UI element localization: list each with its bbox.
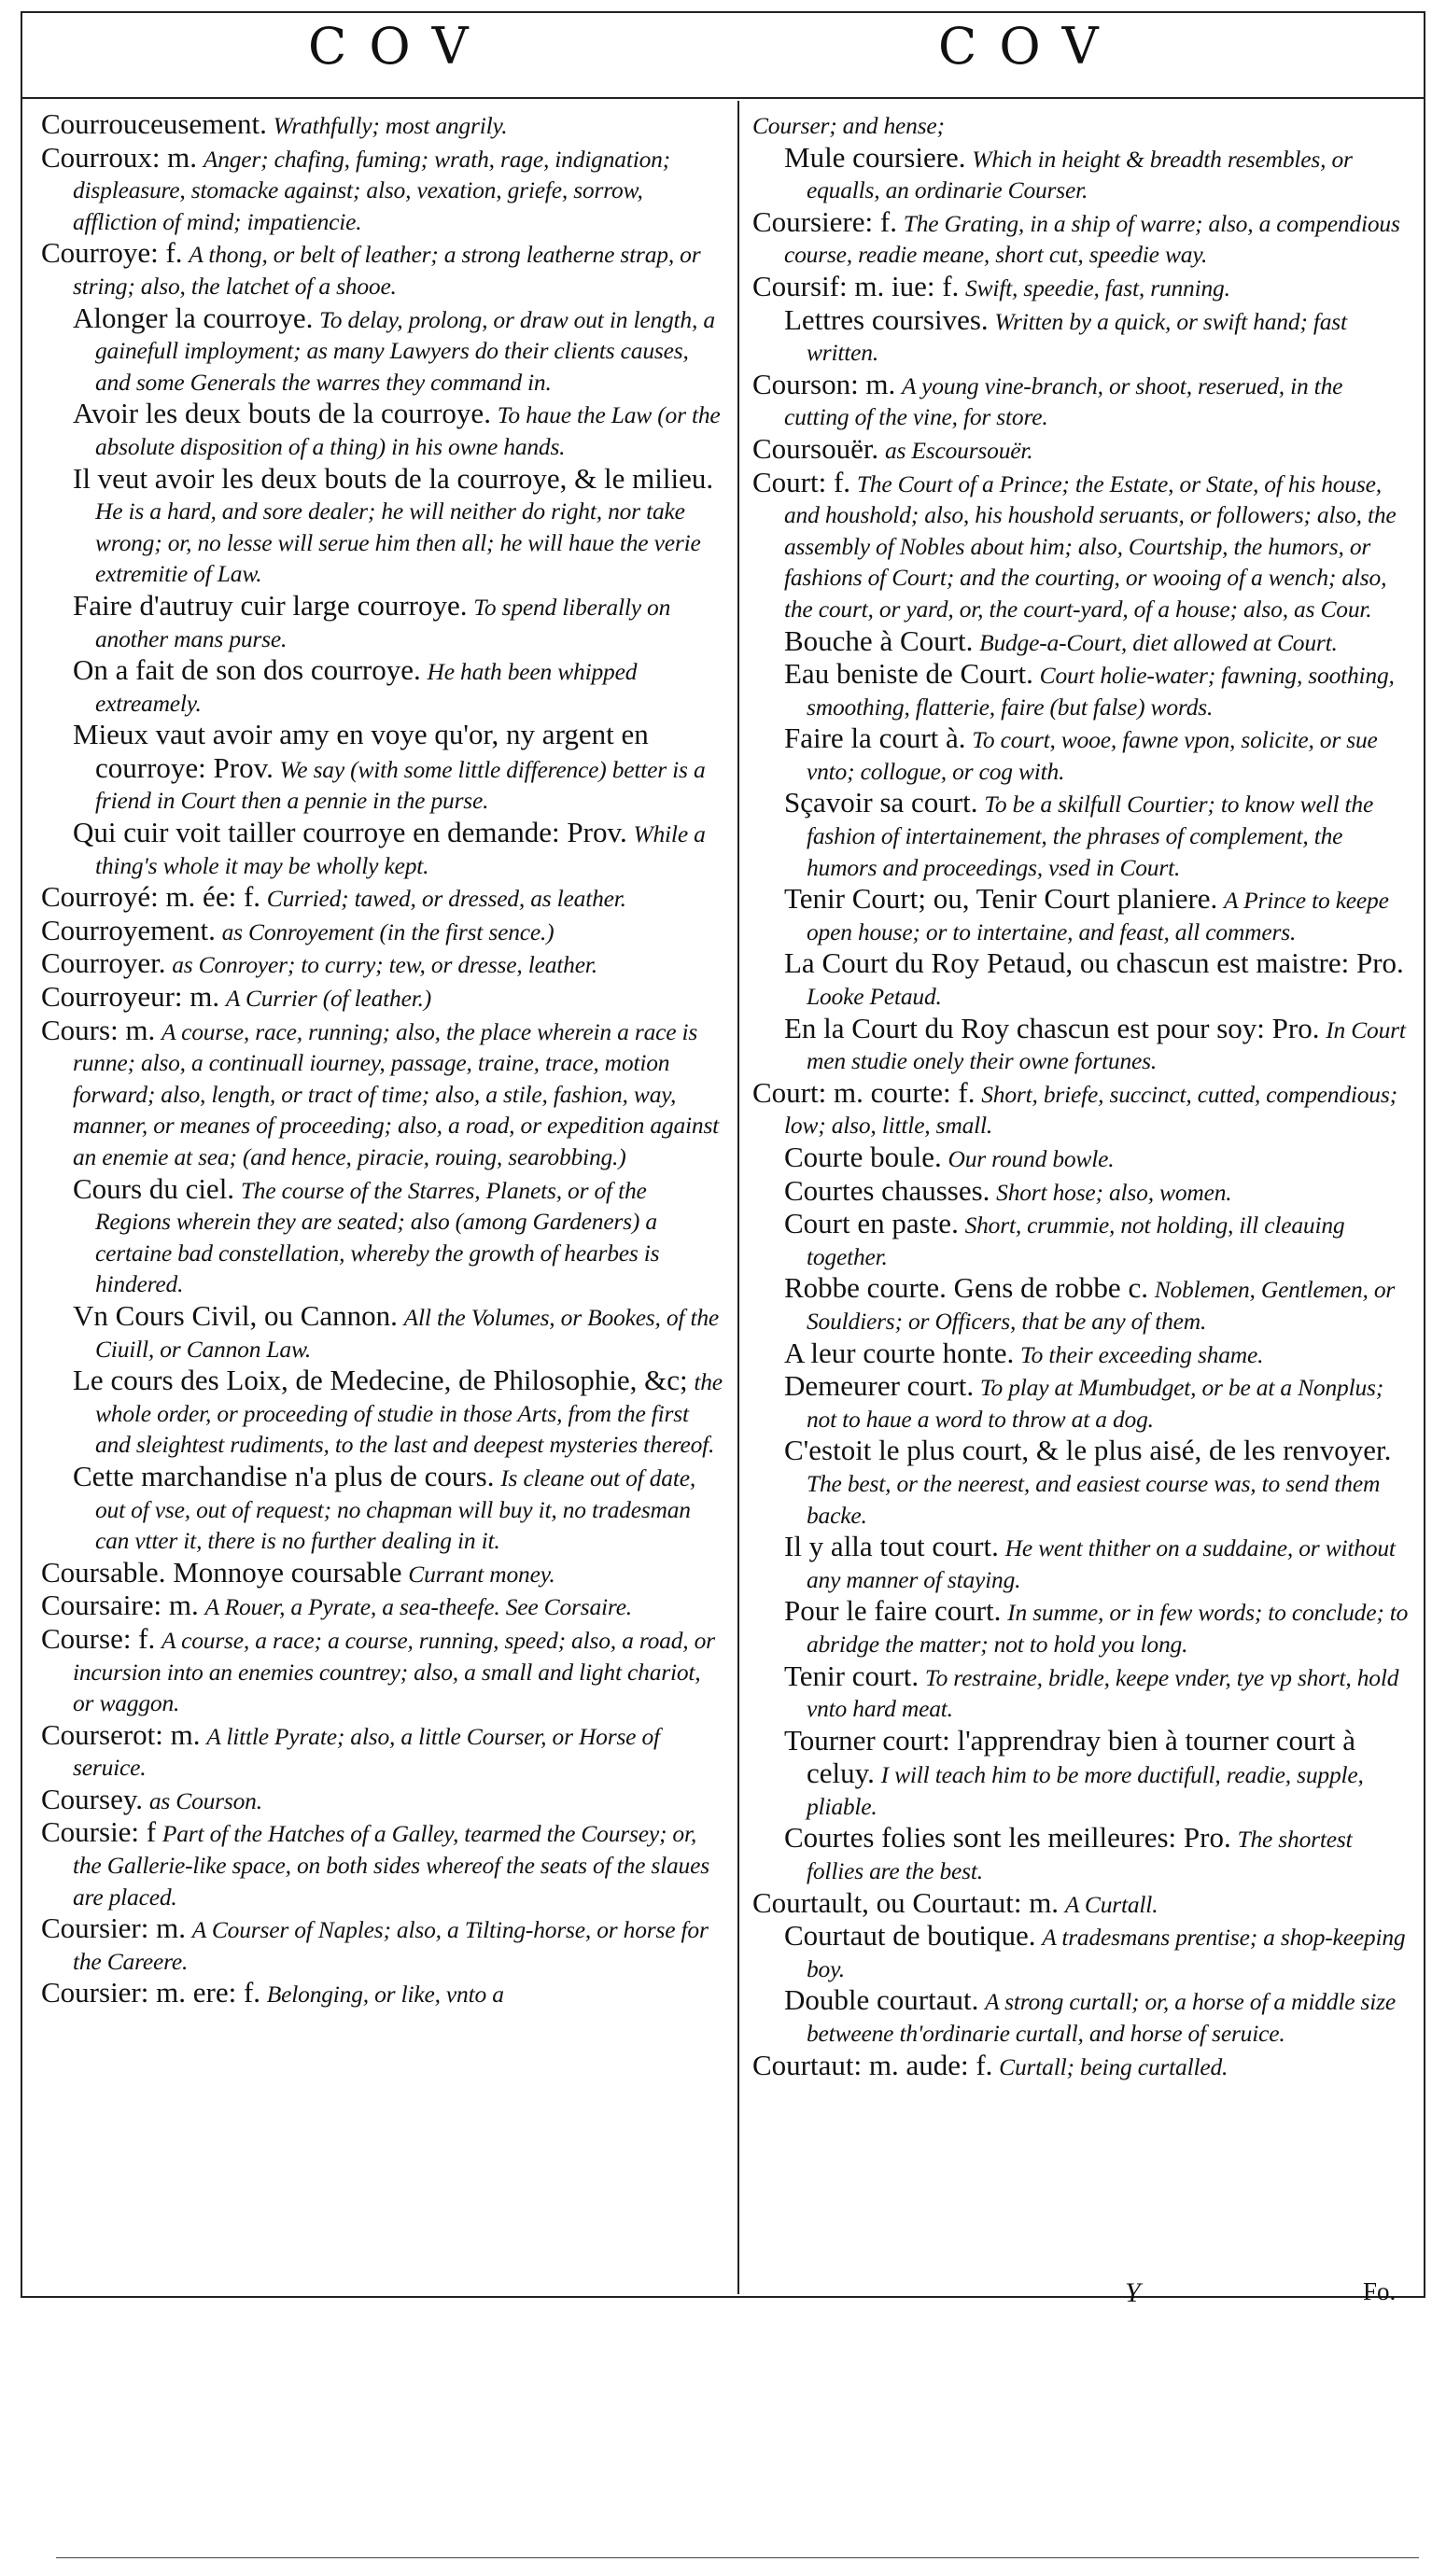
dictionary-entry [752, 1208, 1411, 1272]
dictionary-entry [752, 1337, 1411, 1371]
entry-definition: The best, or the neerest, and easiest course was, to send them backe. [807, 1469, 1381, 1529]
entry-definition: To their exceeding shame. [1019, 1340, 1264, 1368]
entry-headword: Courroyé: m. ée: f. [41, 880, 261, 914]
entry-headword: Coursif: m. iue: f. [752, 269, 960, 302]
entry-definition: A course, a race; a course, running, speed; also, a road, or incursion into an enemies countrey; also, a small and light chariot, or waggon. [73, 1626, 715, 1717]
entry-headword: Courroyer. [41, 946, 166, 980]
page-frame-right-rule [1424, 11, 1425, 2298]
entry-headword: Court: m. courte: f. [752, 1075, 976, 1109]
entry-headword: Courson: m. [752, 367, 896, 400]
dictionary-entry [752, 1660, 1411, 1725]
entry-definition: Part of the Hatches of a Galley, tearmed the Coursey; or, the Gallerie-like space, on both sides whereof the seats of the slaues are placed. [73, 1820, 709, 1911]
entry-definition: The course of the Starres, Planets, or of the Regions wherein they are seated; also (among Gardeners) a certaine bad constellation, whereby the growth of hearbes is hindered. [95, 1176, 660, 1298]
entry-headword: Courserot: m. [41, 1717, 201, 1751]
page-frame-left-rule [21, 11, 22, 2298]
entry-headword: Coursiere: f. [752, 204, 897, 238]
dictionary-entry [752, 433, 1411, 467]
entry-headword: Mieux vaut avoir amy en voye qu'or, ny argent en courroye: Prov. [73, 718, 649, 784]
entry-headword: Court: f. [752, 465, 851, 498]
dictionary-entry [41, 1015, 723, 1173]
entry-definition: He went thither on a suddaine, or without any manner of staying. [807, 1534, 1396, 1593]
entry-headword: Qui cuir voit tailler courroye en demande: Prov. [73, 816, 627, 849]
entry-definition: All the Volumes, or Bookes, of the Ciuill, or Cannon Law. [95, 1303, 720, 1363]
entry-headword: Il veut avoir les deux bouts de la courroye, & le milieu. [73, 461, 714, 495]
entry-definition: A Courser of Naples; also, a Tilting-horse, or horse for the Careere. [73, 1916, 709, 1975]
page-frame-top-rule [21, 11, 1425, 13]
dictionary-entry [41, 1589, 723, 1623]
entry-headword: Courtaut de boutique. [784, 1919, 1036, 1953]
entry-definition: He hath been whipped extreamely. [95, 658, 638, 717]
entry-headword: Il y alla tout court. [784, 1530, 999, 1563]
entry-headword: Coursouër. [752, 431, 879, 465]
entry-headword: Le cours des Loix, de Medecine, de Philosophie, &c; [73, 1364, 688, 1397]
entry-definition: Budge-a-Court, diet allowed at Court. [979, 628, 1338, 656]
entry-definition: I will teach him to be more ductifull, readie, supple, pliable. [807, 1761, 1364, 1820]
entry-definition: A little Pyrate; also, a little Courser, or Horse of seruice. [73, 1722, 660, 1782]
entry-definition: Belonging, or like, vnto a [266, 1981, 504, 2009]
left-column [41, 108, 723, 2010]
entry-definition: Court holie-water; fawning, soothing, smoothing, flatterie, faire (but false) words. [807, 662, 1395, 721]
dictionary-entry [41, 1365, 723, 1461]
entry-headword: Tenir Court; ou, Tenir Court planiere. [784, 882, 1218, 916]
entry-definition: Short, crummie, not holding, ill cleauing together. [807, 1211, 1345, 1270]
entry-definition: Anger; chafing, fuming; wrath, rage, indignation; displeasure, stomacke against; also, vexation, griefe, sorrow, affliction of mind; impatiencie. [73, 145, 670, 235]
entry-headword: Vn Cours Civil, ou Cannon. [73, 1298, 398, 1332]
entry-definition: as Conroyer; to curry; tew, or dresse, leather. [172, 951, 597, 979]
entry-definition: as Conroyement (in the first sence.) [221, 917, 555, 945]
dictionary-entry [752, 304, 1411, 369]
entry-headword: Alonger la courroye. [73, 301, 314, 334]
entry-definition: To play at Mumbudget, or be at a Nonplus; not to haue a word to throw at a dog. [807, 1374, 1384, 1433]
dictionary-entry [41, 817, 723, 881]
dictionary-entry [41, 881, 723, 915]
entry-definition: In summe, or in few words; to conclude; to abridge the matter; not to hold you long. [807, 1599, 1409, 1658]
entry-definition: He is a hard, and sore dealer; he will neither do right, nor take wrong; or, no lesse will serue him then all; he will haue the verie extremitie of Law. [95, 497, 701, 588]
entry-definition: To restraine, bridle, keepe vnder, tye vp short, hold vnto hard meat. [807, 1663, 1399, 1723]
entry-headword: Coursie: f [41, 1815, 157, 1849]
entry-headword: Bouche à Court. [784, 623, 974, 657]
dictionary-entry [752, 2050, 1411, 2083]
dictionary-entry [752, 722, 1411, 787]
entry-headword: Coursier: m. ere: f. [41, 1976, 261, 2009]
entry-definition: A Currier (of leather.) [225, 985, 432, 1013]
dictionary-entry [752, 1531, 1411, 1595]
dictionary-entry [752, 787, 1411, 883]
entry-definition: A young vine-branch, or shoot, reserued, in the cutting of the vine, for store. [784, 371, 1343, 431]
entry-definition: Our round bowle. [948, 1145, 1115, 1172]
entry-headword: Robbe courte. Gens de robbe c. [784, 1271, 1148, 1305]
entry-headword: Courrouceusement. [41, 107, 267, 140]
entry-headword: Coursier: m. [41, 1911, 186, 1945]
dictionary-entry [752, 1370, 1411, 1435]
running-head-left: COV [308, 17, 491, 76]
dictionary-entry [41, 947, 723, 981]
entry-definition: We say (with some little difference) better is a friend in Court then a pennie in the purse. [95, 755, 706, 815]
entry-headword: Courroye: f. [41, 236, 183, 270]
dictionary-entry [752, 1141, 1411, 1175]
entry-definition: Short hose; also, women. [996, 1178, 1232, 1206]
entry-definition: Curried; tawed, or dressed, as leather. [266, 885, 626, 913]
entry-headword: Courtaut: m. aude: f. [752, 2048, 993, 2081]
dictionary-entry [41, 1461, 723, 1557]
entry-definition: A strong curtall; or, a horse of a middle size betweene th'ordinarie curtall, and horse of seruice. [807, 1988, 1396, 2048]
entry-headword: Cours: m. [41, 1013, 156, 1046]
entry-headword: Courtes folies sont les meilleures: Pro. [784, 1821, 1231, 1855]
dictionary-entry [41, 590, 723, 654]
column-divider [737, 101, 739, 2294]
entry-definition: Short, briefe, succinct, cutted, compendious; low; also, little, small. [784, 1080, 1397, 1140]
entry-definition: To court, wooe, fawne vpon, solicite, or sue vnto; collogue, or cog with. [807, 726, 1378, 785]
entry-definition: The Grating, in a ship of warre; also, a compendious course, readie meane, short cut, speedie way. [784, 209, 1400, 269]
entry-definition: In Court men studie onely their owne fortunes. [807, 1015, 1406, 1075]
entry-headword: Courroux: m. [41, 140, 198, 174]
dictionary-entry [752, 947, 1411, 1012]
entry-headword: Courroyeur: m. [41, 980, 220, 1014]
dictionary-entry [752, 658, 1411, 722]
dictionary-entry [41, 1816, 723, 1912]
entry-definition: The shortest follies are the best. [807, 1826, 1353, 1885]
dictionary-entry [752, 1822, 1411, 1886]
entry-definition: A tradesmans prentise; a shop-keeping boy. [807, 1924, 1406, 1982]
dictionary-entry [41, 915, 723, 948]
entry-definition: as Courson. [148, 1786, 262, 1814]
entry-definition: Is cleane out of date, out of vse, out of request; no chapman will buy it, no tradesman can vtter it, there is no further dealing in it. [95, 1463, 696, 1555]
dictionary-entry [752, 271, 1411, 304]
entry-definition: Swift, speedie, fast, running. [965, 273, 1230, 301]
dictionary-entry [41, 142, 723, 238]
dictionary-entry [752, 206, 1411, 271]
dictionary-entry [41, 302, 723, 399]
entry-definition: Which in height & breadth resembles, or equalls, an ordinarie Courser. [807, 145, 1353, 204]
entry-definition: Courser; and hense; [752, 112, 945, 139]
entry-headword: Sçavoir sa court. [784, 786, 978, 819]
dictionary-entry [752, 1920, 1411, 1984]
dictionary-entry [41, 1623, 723, 1719]
dictionary-entry [41, 237, 723, 301]
entry-headword: Faire d'autruy cuir large courroye. [73, 588, 468, 622]
dictionary-entry [752, 1595, 1411, 1659]
entry-definition: To haue the Law (or the absolute disposition of a thing) in his owne hands. [95, 401, 721, 460]
dictionary-entry [41, 1784, 723, 1817]
entry-headword: Court en paste. [784, 1207, 959, 1240]
entry-definition: Curtall; being curtalled. [999, 2052, 1228, 2080]
dictionary-entry [752, 1013, 1411, 1077]
entry-definition: Written by a quick, or swift hand; fast written. [807, 307, 1347, 367]
dictionary-entry [752, 883, 1411, 947]
entry-headword: Avoir les deux bouts de la courroye. [73, 397, 491, 430]
entry-headword: Coursaire: m. [41, 1589, 199, 1622]
entry-headword: Mule coursiere. [784, 140, 966, 174]
dictionary-entry [41, 398, 723, 462]
entry-headword: Courtault, ou Courtaut: m. [752, 1885, 1060, 1919]
entry-headword: Courte boule. [784, 1141, 942, 1173]
entry-headword: Courroyement. [41, 913, 216, 946]
entry-definition: A Curtall. [1064, 1890, 1158, 1918]
entry-definition: Currant money. [408, 1560, 555, 1588]
entry-definition: To delay, prolong, or draw out in length, a gainefull imployment; as many Lawyers do their clients causes, and some Generals the warres they command in. [95, 305, 715, 396]
dictionary-entry [752, 625, 1411, 659]
dictionary-entry [41, 1300, 723, 1365]
entry-headword: Lettres coursives. [784, 302, 989, 336]
entry-definition: Looke Petaud. [807, 983, 942, 1011]
signature-mark: Y [1125, 2277, 1141, 2308]
entry-definition: Wrathfully; most angrily. [273, 112, 508, 139]
running-head-right: COV [938, 17, 1121, 76]
entry-headword: Course: f. [41, 1621, 156, 1655]
entry-definition: A Prince to keepe open house; or to intertaine, and feast, all commers. [807, 887, 1389, 945]
entry-definition: The Court of a Prince; the Estate, or State, of his house, and houshold; also, his houshold seruants, or followers; also, the assembly of Nobles about him; also, Courtship, the humors, or fashions of Court; and the courting, or wooing of a wench; also, the court, or yard, or, the court-yard, of a house; also, as Cour. [784, 469, 1397, 623]
dictionary-entry [41, 719, 723, 817]
dictionary-entry [752, 1887, 1411, 1921]
dictionary-entry [752, 369, 1411, 433]
entry-definition: A thong, or belt of leather; a strong leatherne strap, or string; also, the latchet of a shooe. [73, 241, 701, 300]
entry-definition: A course, race, running; also, the place wherein a race is runne; also, a continuall iourney, passage, traine, trace, motion forward; also, length, or tract of time; also, a stile, fashion, way, manner, or meanes of proceeding; also, a road, or expedition against an enemie at sea; (and hence, piracie, rouing, searobbing.) [73, 1017, 720, 1170]
entry-definition: Noblemen, Gentlemen, or Souldiers; or Officers, that be any of them. [807, 1276, 1396, 1335]
dictionary-entry [41, 654, 723, 719]
dictionary-entry [752, 1984, 1411, 2049]
dictionary-entry [752, 142, 1411, 206]
catchword: Fo. [1363, 2277, 1397, 2305]
page-frame-bottom-rule [21, 2296, 1425, 2298]
entry-headword: Cette marchandise n'a plus de cours. [73, 1459, 495, 1492]
entry-definition: as Escoursouër. [884, 436, 1033, 464]
dictionary-entry [752, 1435, 1411, 1531]
entry-headword: Demeurer court. [784, 1369, 975, 1403]
entry-headword: Tourner court: l'apprendray bien à tourner court à celuy. [784, 1723, 1355, 1790]
dictionary-entry [752, 1272, 1411, 1337]
entry-headword: Double courtaut. [784, 1983, 979, 2017]
footer-rule [56, 2557, 1419, 2558]
entry-headword: Coursey. [41, 1782, 144, 1815]
dictionary-entry [41, 1977, 723, 2010]
entry-headword: Courtes chausses. [784, 1173, 990, 1207]
dictionary-entry [41, 1557, 723, 1590]
dictionary-entry [752, 467, 1411, 625]
entry-headword: La Court du Roy Petaud, ou chascun est maistre: Pro. [784, 946, 1404, 980]
entry-headword: En la Court du Roy chascun est pour soy: Pro. [784, 1011, 1320, 1044]
entry-headword: On a fait de son dos courroye. [73, 653, 421, 687]
entry-headword: Cours du ciel. [73, 1171, 235, 1205]
dictionary-entry [41, 1719, 723, 1784]
entry-definition: To spend liberally on another mans purse. [95, 593, 671, 652]
dictionary-entry [41, 981, 723, 1015]
dictionary-entry [41, 1173, 723, 1300]
dictionary-entry [752, 1725, 1411, 1823]
header-rule [21, 97, 1425, 99]
dictionary-entry [752, 108, 1411, 142]
dictionary-entry [41, 463, 723, 590]
entry-headword: Coursable. Monnoye coursable [41, 1555, 402, 1589]
entry-headword: Faire la court à. [784, 721, 966, 755]
entry-definition: the whole order, or proceeding of studie in those Arts, from the first and sleightest rudiments, to the last and deepest mysteries thereof. [95, 1368, 723, 1459]
dictionary-entry [41, 1912, 723, 1977]
entry-headword: Eau beniste de Court. [784, 657, 1033, 691]
right-column [752, 108, 1411, 2082]
entry-headword: Pour le faire court. [784, 1594, 1002, 1628]
dictionary-entry [41, 108, 723, 142]
entry-headword: A leur courte honte. [784, 1336, 1015, 1369]
dictionary-entry [752, 1077, 1411, 1141]
entry-headword: Tenir court. [784, 1659, 920, 1692]
entry-definition: To be a skilfull Courtier; to know well the fashion of intertainement, the phrases of complement, the humors and proceedings, vsed in Court. [807, 791, 1374, 881]
entry-definition: While a thing's whole it may be wholly kept. [95, 820, 706, 879]
entry-definition: A Rouer, a Pyrate, a sea-theefe. See Corsaire. [204, 1593, 632, 1621]
entry-headword: C'estoit le plus court, & le plus aisé, de les renvoyer. [784, 1434, 1392, 1467]
dictionary-entry [752, 1175, 1411, 1209]
